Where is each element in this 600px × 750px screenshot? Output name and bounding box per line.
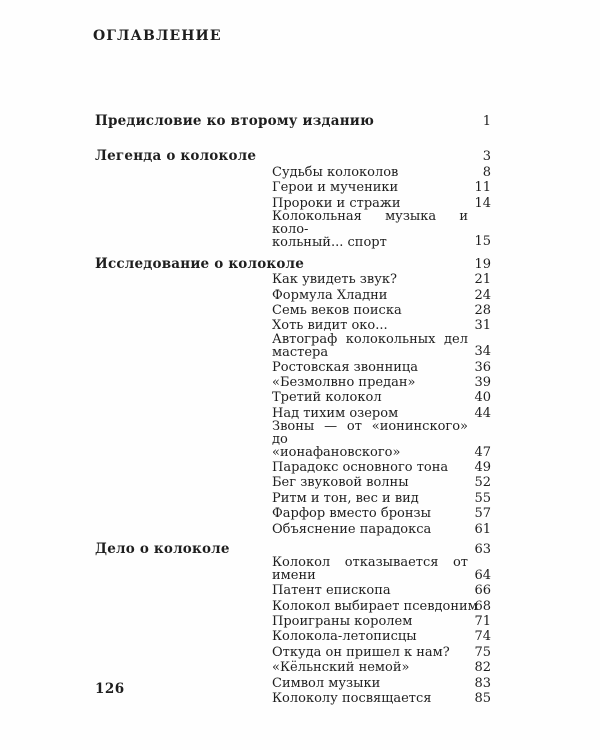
toc-entry-row xyxy=(95,180,491,195)
toc-entry-title xyxy=(272,645,468,660)
toc-entry-title xyxy=(272,288,468,303)
toc-entry-page-number: 71 xyxy=(474,614,491,629)
toc-entry-line: Герои и мученики xyxy=(272,180,399,196)
toc-entry-row xyxy=(95,272,491,287)
toc-entry-row xyxy=(95,491,491,506)
toc-entry-line: Откуда он пришел к нам? xyxy=(272,644,450,660)
toc-entry-title xyxy=(272,375,468,390)
toc-entry-line: «Безмолвно предан» xyxy=(272,375,416,390)
toc-entry-row xyxy=(95,583,491,598)
toc-entry-page-number: 44 xyxy=(474,405,491,421)
toc-entry-row xyxy=(95,645,491,660)
toc-section-title: Предисловие ко второму изданию xyxy=(95,113,375,129)
toc-section-page-number: 3 xyxy=(482,149,491,165)
page-title: ОГЛАВЛЕНИЕ xyxy=(93,28,222,44)
toc-entry-title xyxy=(272,180,468,195)
toc-entry-title xyxy=(272,522,468,537)
toc-entry-row xyxy=(95,375,491,390)
toc-entry-row xyxy=(95,660,491,675)
toc-entry-page-number: 52 xyxy=(474,475,491,491)
table-of-contents xyxy=(95,114,491,706)
toc-entry-line: «Кёльнский немой» xyxy=(272,660,410,676)
toc-entry-row xyxy=(95,599,491,614)
toc-entry-page-number: 55 xyxy=(474,490,491,506)
toc-entry-page-number: 82 xyxy=(474,660,491,676)
toc-entry-page-number: 83 xyxy=(474,675,491,691)
toc-entry-page-number: 21 xyxy=(474,272,491,288)
toc-entry-row xyxy=(95,460,491,475)
toc-section-title: Легенда о колоколе xyxy=(95,148,257,165)
toc-entry-line: Объяснение парадокса xyxy=(272,521,432,537)
toc-entry-line: Третий колокол xyxy=(272,390,382,406)
toc-section xyxy=(95,114,491,129)
toc-entry-line: Ростовская звонница xyxy=(272,359,419,375)
toc-entry-row xyxy=(95,288,491,303)
toc-entry-row xyxy=(95,390,491,405)
toc-entry-line: Как увидеть звук? xyxy=(272,272,397,288)
toc-section-title: Исследование о колоколе xyxy=(95,255,305,272)
toc-entry-line: Формула Хладни xyxy=(272,287,388,303)
toc-entry-line: Фарфор вместо бронзы xyxy=(272,506,431,522)
toc-entry-page-number: 36 xyxy=(474,359,491,375)
toc-entry-page-number: 85 xyxy=(474,691,491,707)
toc-entry-page-number: 11 xyxy=(474,180,491,196)
toc-section xyxy=(95,257,491,537)
toc-entry-line: Звоны — от «ионинского» до xyxy=(272,419,468,448)
toc-entry-page-number: 15 xyxy=(474,234,491,250)
toc-entry-title xyxy=(272,390,468,405)
toc-section xyxy=(95,149,491,249)
toc-entry-line: мастера xyxy=(272,344,329,360)
toc-entry-page-number: 47 xyxy=(474,444,491,460)
toc-entry-title xyxy=(272,303,468,318)
toc-section-title: Дело о колоколе xyxy=(95,540,230,557)
toc-entry-title xyxy=(272,475,468,490)
toc-entry-row xyxy=(95,331,491,360)
toc-entry-line: Над тихим озером xyxy=(272,405,399,421)
toc-entry-row xyxy=(95,614,491,629)
toc-entry-line: имени xyxy=(272,568,316,584)
toc-entry-page-number: 34 xyxy=(474,344,491,360)
toc-section-page-number: 1 xyxy=(482,114,491,129)
toc-entry-row xyxy=(95,475,491,490)
toc-entry-page-number: 68 xyxy=(474,598,491,614)
toc-entry-page-number: 28 xyxy=(474,302,491,318)
toc-entry-row xyxy=(95,165,491,180)
toc-entry-line: Парадокс основного тона xyxy=(272,459,449,475)
toc-entry-title xyxy=(272,491,468,506)
toc-entry-title xyxy=(272,557,468,583)
toc-entry-line: Семь веков поиска xyxy=(272,302,402,318)
toc-entry-line: Колокола-летописцы xyxy=(272,629,417,645)
toc-entry-line: Патент епископа xyxy=(272,583,391,599)
toc-entry-title xyxy=(272,272,468,287)
toc-entry-title xyxy=(272,421,468,460)
toc-entry-page-number: 61 xyxy=(474,521,491,537)
toc-entry-title xyxy=(272,211,468,250)
toc-entry-line: Автограф колокольных дел xyxy=(272,331,468,347)
toc-entry-title xyxy=(272,331,468,360)
toc-entry-page-number: 66 xyxy=(474,583,491,599)
toc-entry-title xyxy=(272,676,468,691)
toc-entry-row xyxy=(95,557,491,583)
toc-entry-row xyxy=(95,691,491,706)
toc-entry-row xyxy=(95,303,491,318)
toc-entry-page-number: 74 xyxy=(474,629,491,645)
toc-entry-page-number: 57 xyxy=(474,506,491,522)
toc-entry-title xyxy=(272,629,468,644)
toc-entry-title xyxy=(272,614,468,629)
toc-entry-title xyxy=(272,583,468,598)
toc-entry-page-number: 14 xyxy=(474,195,491,211)
toc-entry-row xyxy=(95,629,491,644)
toc-entry-line: Символ музыки xyxy=(272,675,381,691)
toc-entry-title xyxy=(272,460,468,475)
toc-entry-title xyxy=(272,598,478,614)
toc-entry-line: кольный... спорт xyxy=(272,234,387,250)
toc-entry-page-number: 8 xyxy=(482,164,491,180)
toc-section-header-row xyxy=(95,257,491,272)
toc-entry-line: Колокольная музыка и коло- xyxy=(272,209,468,237)
toc-section-header-row xyxy=(95,149,491,164)
toc-entry-line: Хоть видит око... xyxy=(272,318,388,334)
toc-entry-row xyxy=(95,211,491,250)
toc-entry-line: Колокол выбирает псевдоним xyxy=(272,598,478,614)
toc-entry-page-number: 39 xyxy=(474,375,491,390)
toc-entry-title xyxy=(272,360,468,375)
toc-entry-line: Колоколу посвящается xyxy=(272,691,432,707)
toc-section-header-row xyxy=(95,114,491,129)
toc-section-page-number: 63 xyxy=(474,541,491,557)
folio-page-number: 126 xyxy=(95,681,125,697)
toc-entry-page-number: 24 xyxy=(474,287,491,303)
toc-entry-line: Колокол отказывается от xyxy=(272,555,468,571)
toc-entry-page-number: 75 xyxy=(474,644,491,660)
toc-entry-row xyxy=(95,506,491,521)
toc-section-page-number: 19 xyxy=(474,256,491,272)
toc-entry-row xyxy=(95,360,491,375)
toc-entry-title xyxy=(272,165,468,180)
toc-entry-page-number: 40 xyxy=(474,390,491,406)
toc-entry-line: Пророки и стражи xyxy=(272,195,401,211)
toc-entry-page-number: 49 xyxy=(474,459,491,475)
toc-entry-row xyxy=(95,522,491,537)
toc-entry-title xyxy=(272,691,468,706)
toc-entry-line: Проиграны королем xyxy=(272,614,413,629)
toc-entry-row xyxy=(95,421,491,460)
toc-entry-line: «ионафановского» xyxy=(272,445,401,461)
toc-entry-line: Судьбы колоколов xyxy=(272,164,399,180)
toc-entry-row xyxy=(95,676,491,691)
toc-entry-page-number: 31 xyxy=(474,318,491,334)
toc-entry-title xyxy=(272,660,468,675)
toc-entry-line: Бег звуковой волны xyxy=(272,475,409,491)
toc-section xyxy=(95,542,491,706)
toc-entry-line: Ритм и тон, вес и вид xyxy=(272,490,419,506)
toc-entry-page-number: 64 xyxy=(474,567,491,583)
toc-entry-title xyxy=(272,506,468,521)
